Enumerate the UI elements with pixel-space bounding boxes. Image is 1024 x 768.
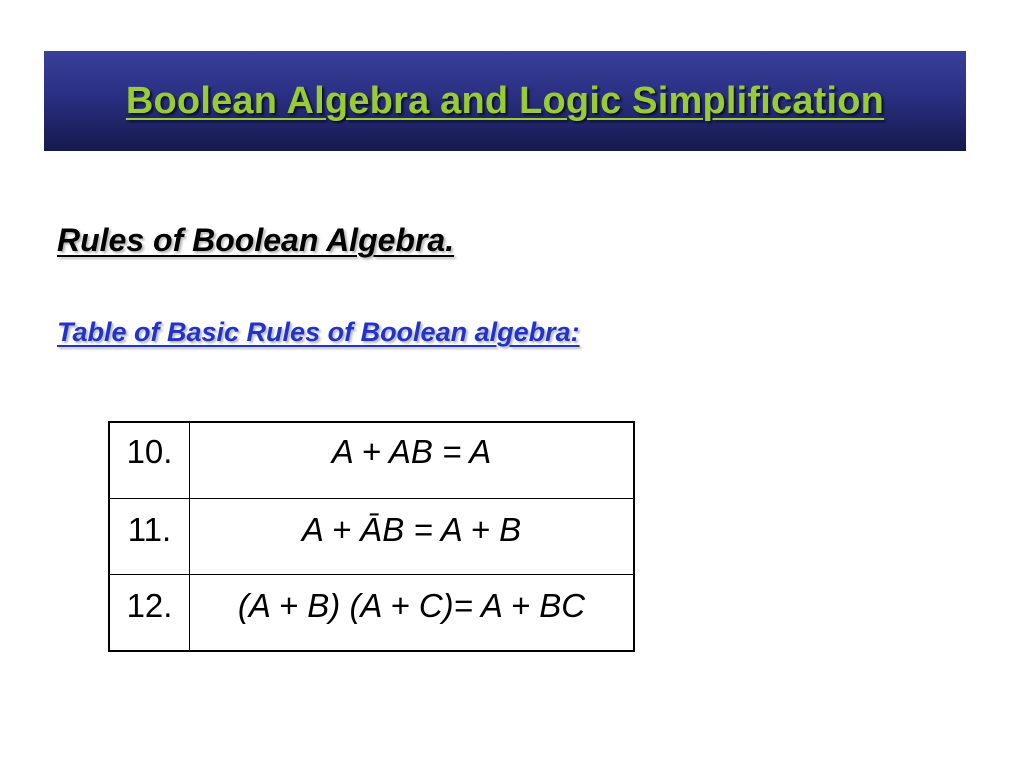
title-banner	[44, 51, 966, 151]
section-heading: Rules of Boolean Algebra.	[57, 222, 455, 258]
rule-expression: A + AB = A	[190, 422, 635, 499]
rule-number: 12.	[109, 575, 190, 652]
table-row	[109, 422, 634, 499]
rule-number: 10.	[109, 422, 190, 499]
table-row	[109, 499, 634, 575]
table-row	[109, 575, 634, 652]
slide-title: Boolean Algebra and Logic Simplification	[125, 79, 885, 122]
rules-table	[108, 421, 635, 652]
rule-expression: A + ĀB = A + B	[190, 499, 635, 575]
rule-number: 11.	[109, 499, 190, 575]
table-caption: Table of Basic Rules of Boolean algebra:	[57, 317, 580, 347]
rule-expression: (A + B) (A + C)= A + BC	[190, 575, 635, 652]
